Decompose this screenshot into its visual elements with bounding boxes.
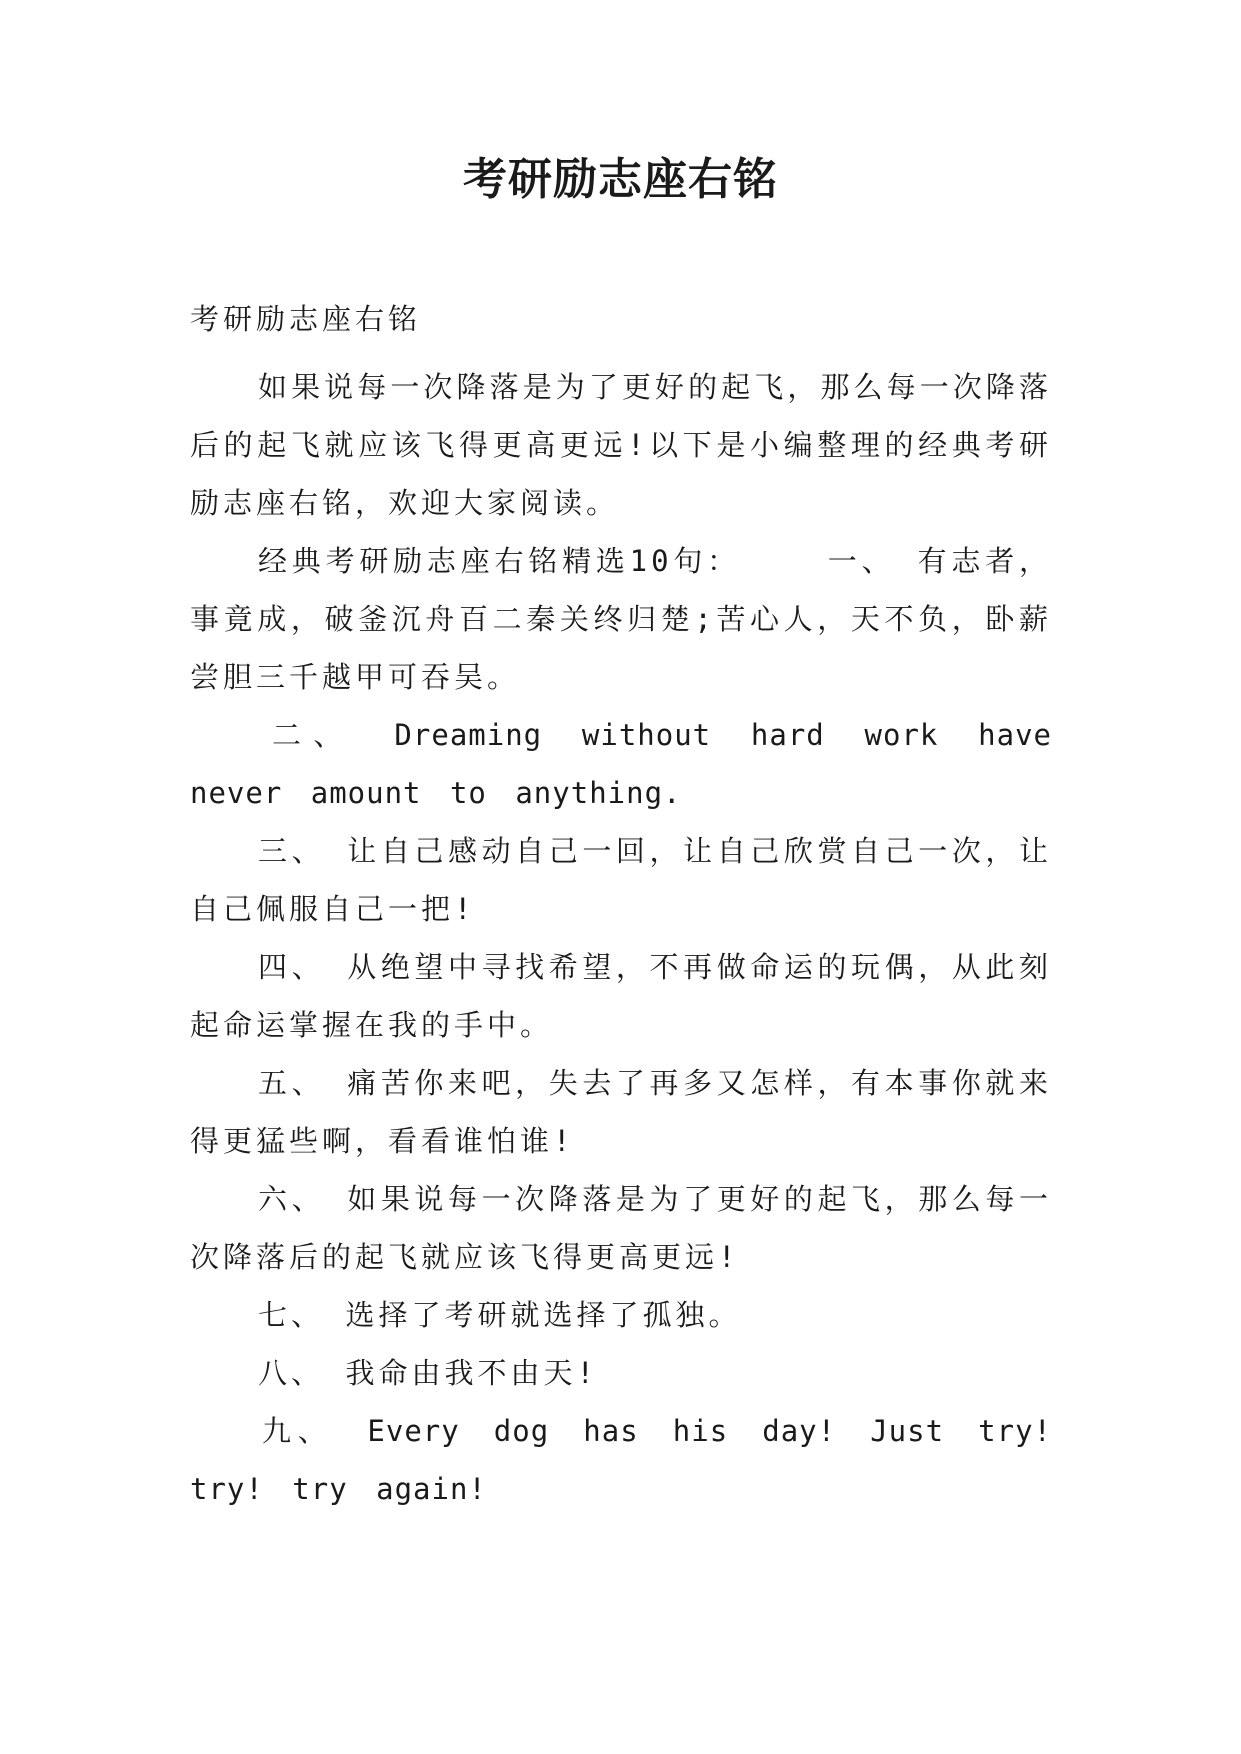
paragraph-item-8 bbox=[190, 1344, 1052, 1402]
paragraph: 经典考研励志座右铭精选10句： 一、 有志者，事竟成，破釜沉舟百二秦关终归楚;苦心人，天不负，卧薪尝胆三千越甲可吞吴。 bbox=[190, 544, 1052, 694]
paragraph-item-3 bbox=[190, 822, 1052, 938]
paragraph: 五、 痛苦你来吧，失去了再多又怎样，有本事你就来得更猛些啊，看看谁怕谁! bbox=[190, 1066, 1052, 1158]
paragraph-item-1 bbox=[190, 532, 1052, 706]
paragraph: 六、 如果说每一次降落是为了更好的起飞，那么每一次降落后的起飞就应该飞得更高更远! bbox=[190, 1182, 1052, 1274]
paragraph-intro bbox=[190, 358, 1052, 532]
paragraph-item-7 bbox=[190, 1286, 1052, 1344]
paragraph-item-9 bbox=[190, 1402, 1052, 1518]
paragraph-item-4 bbox=[190, 938, 1052, 1054]
paragraph: 二、 Dreaming without hard work have never amount to anything. bbox=[190, 718, 1052, 810]
paragraph: 九、 Every dog has his day! Just try! try! try again! bbox=[190, 1414, 1052, 1506]
paragraph: 七、 选择了考研就选择了孤独。 bbox=[258, 1298, 742, 1332]
paragraph-item-2 bbox=[190, 706, 1052, 822]
paragraph-item-6 bbox=[190, 1170, 1052, 1286]
paragraph: 如果说每一次降落是为了更好的起飞，那么每一次降落后的起飞就应该飞得更高更远!以下是小编整理的经典考研励志座右铭，欢迎大家阅读。 bbox=[190, 370, 1052, 520]
document-title: 考研励志座右铭 bbox=[463, 154, 778, 205]
paragraph: 四、 从绝望中寻找希望，不再做命运的玩偶，从此刻起命运掌握在我的手中。 bbox=[190, 950, 1052, 1042]
paragraph-item-5 bbox=[190, 1054, 1052, 1170]
document-subtitle: 考研励志座右铭 bbox=[190, 302, 422, 336]
paragraph: 八、 我命由我不由天! bbox=[258, 1356, 598, 1390]
paragraph: 三、 让自己感动自己一回，让自己欣赏自己一次，让自己佩服自己一把! bbox=[190, 834, 1052, 926]
